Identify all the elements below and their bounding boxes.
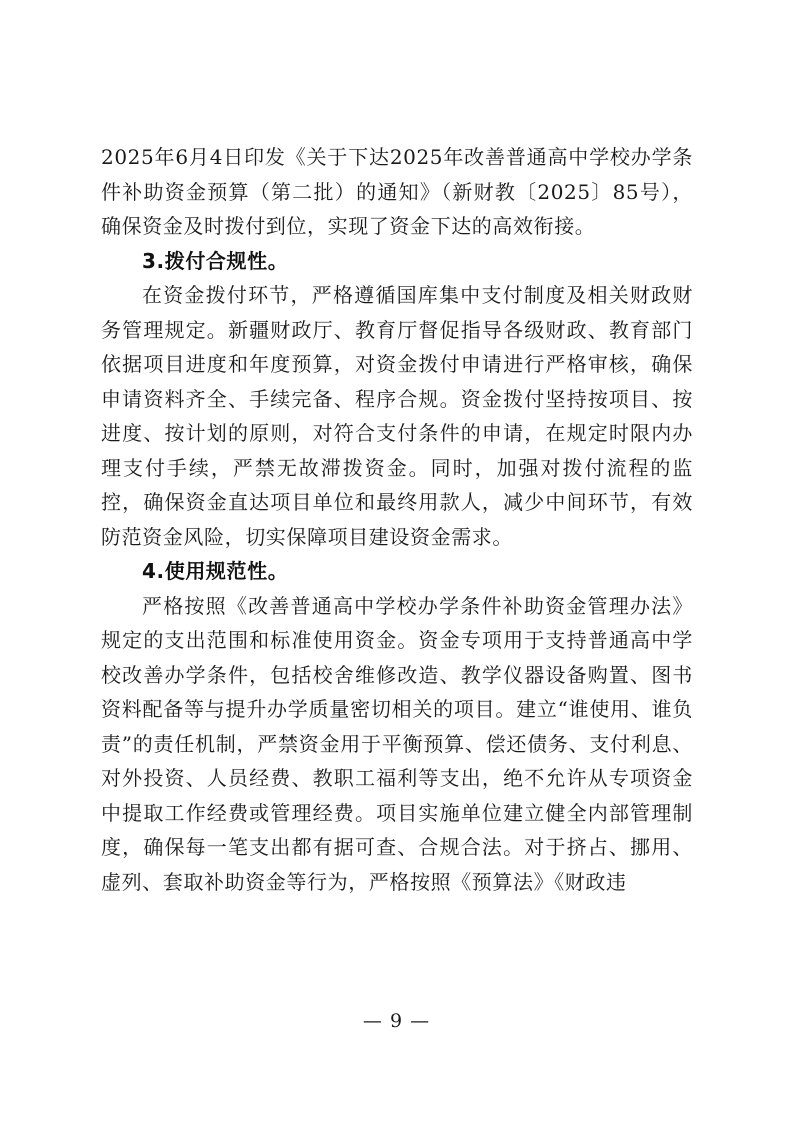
- paragraph-usage-standards: 严格按照《改善普通高中学校办学条件补助资金管理办法》规定的支出范围和标准使用资金。资金专项用于支持普通高中学校改善办学条件，包括校舍维修改造、教学仪器设备购置、图书资料配备等与提升办学质量密切相关的项目。建立“谁使用、谁负责”的责任机制，严禁资金用于平衡预算、偿还债务、支付利息、对外投资、人员经费、教职工福利等支出，绝不允许从专项资金中提取工作经费或管理经费。项目实施单位建立健全内部管理制度，确保每一笔支出都有据可查、合规合法。对于挤占、挪用、虚列、套取补助资金等行为，严格按照《预算法》《财政违: [101, 593, 693, 894]
- section-heading-payment-compliance: 3.拨付合规性。: [142, 248, 289, 273]
- page-number: — 9 —: [362, 1010, 431, 1032]
- section-heading-usage-standards: 4.使用规范性。: [142, 559, 289, 583]
- paragraph-fund-issuance: 2025年6月4日印发《关于下达2025年改善普通高中学校办学条件补助资金预算（第二批）的通知》（新财教〔2025〕85号），确保资金及时拨付到位，实现了资金下达的高效衔接。: [101, 145, 693, 238]
- paragraph-payment-compliance: 在资金拨付环节，严格遵循国库集中支付制度及相关财政财务管理规定。新疆财政厅、教育厅督促指导各级财政、教育部门依据项目进度和年度预算，对资金拨付申请进行严格审核，确保申请资料齐全、手续完备、程序合规。资金拨付坚持按项目、按进度、按计划的原则，对符合支付条件的申请，在规定时限内办理支付手续，严禁无故滞拨资金。同时，加强对拨付流程的监控，确保资金直达项目单位和最终用款人，减少中间环节，有效防范资金风险，切实保障项目建设资金需求。: [101, 283, 693, 549]
- document-body: [101, 140, 693, 899]
